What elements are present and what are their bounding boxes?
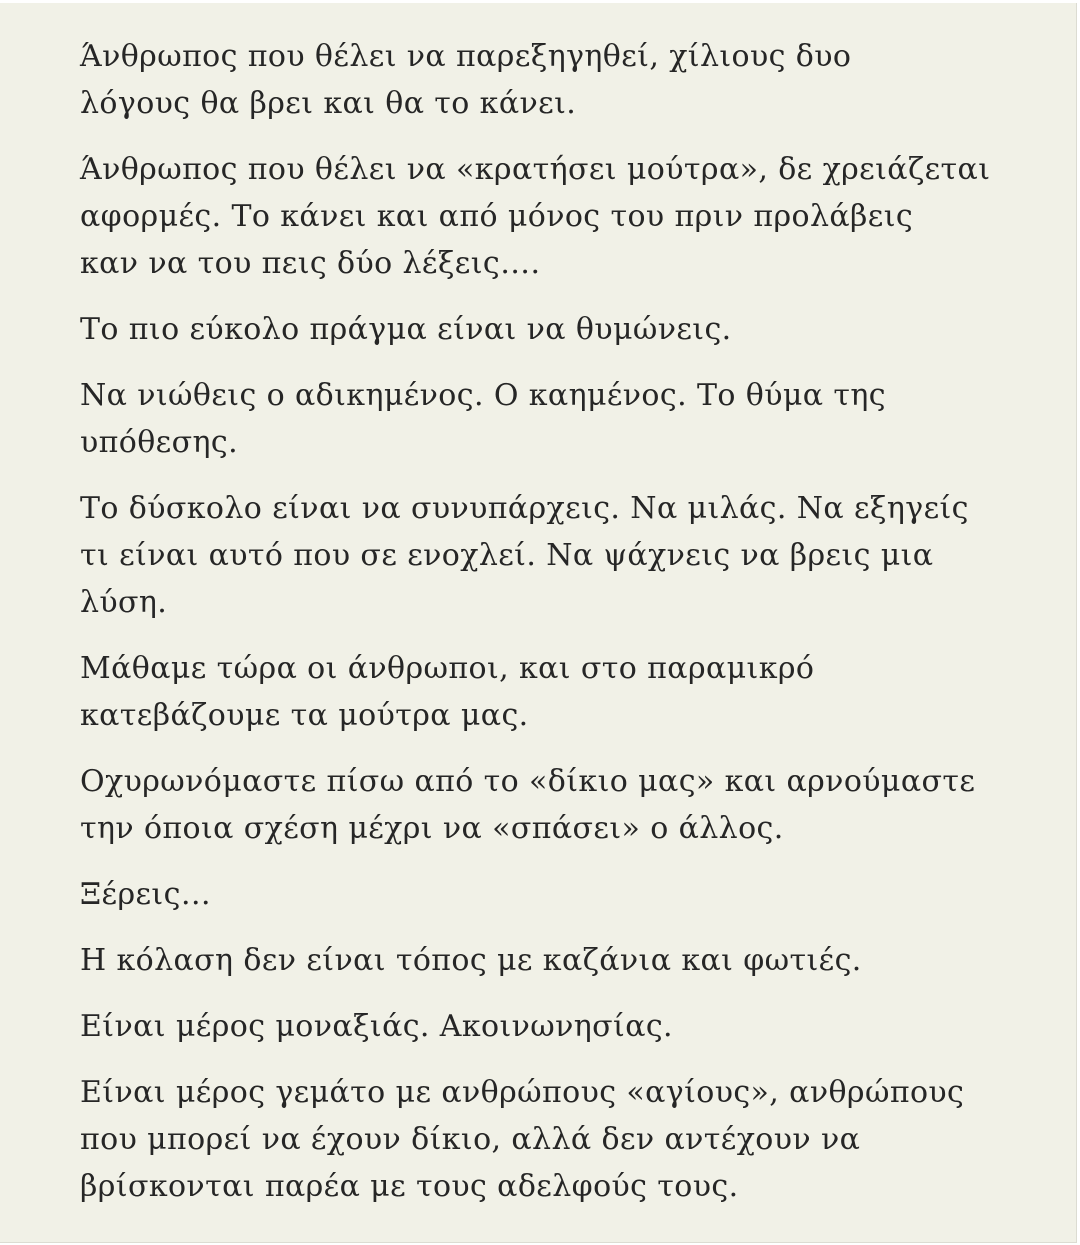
paragraph (80, 372, 1040, 466)
text-line: που μπορεί να έχουν δίκιο, αλλά δεν αντέχουν να (80, 1122, 861, 1157)
text-line: αφορμές. Το κάνει και από μόνος του πριν προλάβεις (80, 199, 914, 234)
text-line: Το δύσκολο είναι να συνυπάρχεις. Να μιλάς. Να εξηγείς (80, 491, 969, 526)
text-line: Ξέρεις… (80, 877, 212, 912)
text-line: υπόθεσης. (80, 425, 239, 460)
text-line: Η κόλαση δεν είναι τόπος με καζάνια και φωτιές. (80, 943, 862, 978)
text-line: Οχυρωνόμαστε πίσω από το «δίκιο μας» και αρνούμαστε (80, 764, 976, 799)
paragraph (80, 871, 1040, 918)
paragraph (80, 1003, 1040, 1050)
paragraph (80, 485, 1040, 626)
text-line: Είναι μέρος γεμάτο με ανθρώπους «αγίους», ανθρώπους (80, 1075, 965, 1110)
text-line: Να νιώθεις ο αδικημένος. Ο καημένος. Το θύμα της (80, 378, 886, 413)
paragraph (80, 758, 1040, 852)
text-line: βρίσκονται παρέα με τους αδελφούς τους. (80, 1169, 739, 1204)
text-line: Το πιο εύκολο πράγμα είναι να θυμώνεις. (80, 312, 732, 347)
text-line: Άνθρωπος που θέλει να παρεξηγηθεί, χίλιους δυο (80, 39, 852, 74)
text-line: Είναι μέρος μοναξιάς. Ακοινωνησίας. (80, 1009, 673, 1044)
paragraph (80, 306, 1040, 353)
document-page (0, 3, 1077, 1243)
text-line: Άνθρωπος που θέλει να «κρατήσει μούτρα», δε χρειάζεται (80, 152, 991, 187)
paragraph (80, 937, 1040, 984)
text-body (80, 33, 1040, 1229)
paragraph (80, 33, 1040, 127)
paragraph (80, 1069, 1040, 1210)
text-line: λόγους θα βρει και θα το κάνει. (80, 86, 577, 121)
text-line: τι είναι αυτό που σε ενοχλεί. Να ψάχνεις να βρεις μια (80, 538, 934, 573)
text-line: την όποια σχέση μέχρι να «σπάσει» ο άλλος. (80, 811, 784, 846)
paragraph (80, 146, 1040, 287)
text-line: κατεβάζουμε τα μούτρα μας. (80, 698, 529, 733)
text-line: καν να του πεις δύο λέξεις…. (80, 246, 541, 281)
text-line: λύση. (80, 585, 168, 620)
text-line: Μάθαμε τώρα οι άνθρωποι, και στο παραμικρό (80, 651, 815, 686)
paragraph (80, 645, 1040, 739)
